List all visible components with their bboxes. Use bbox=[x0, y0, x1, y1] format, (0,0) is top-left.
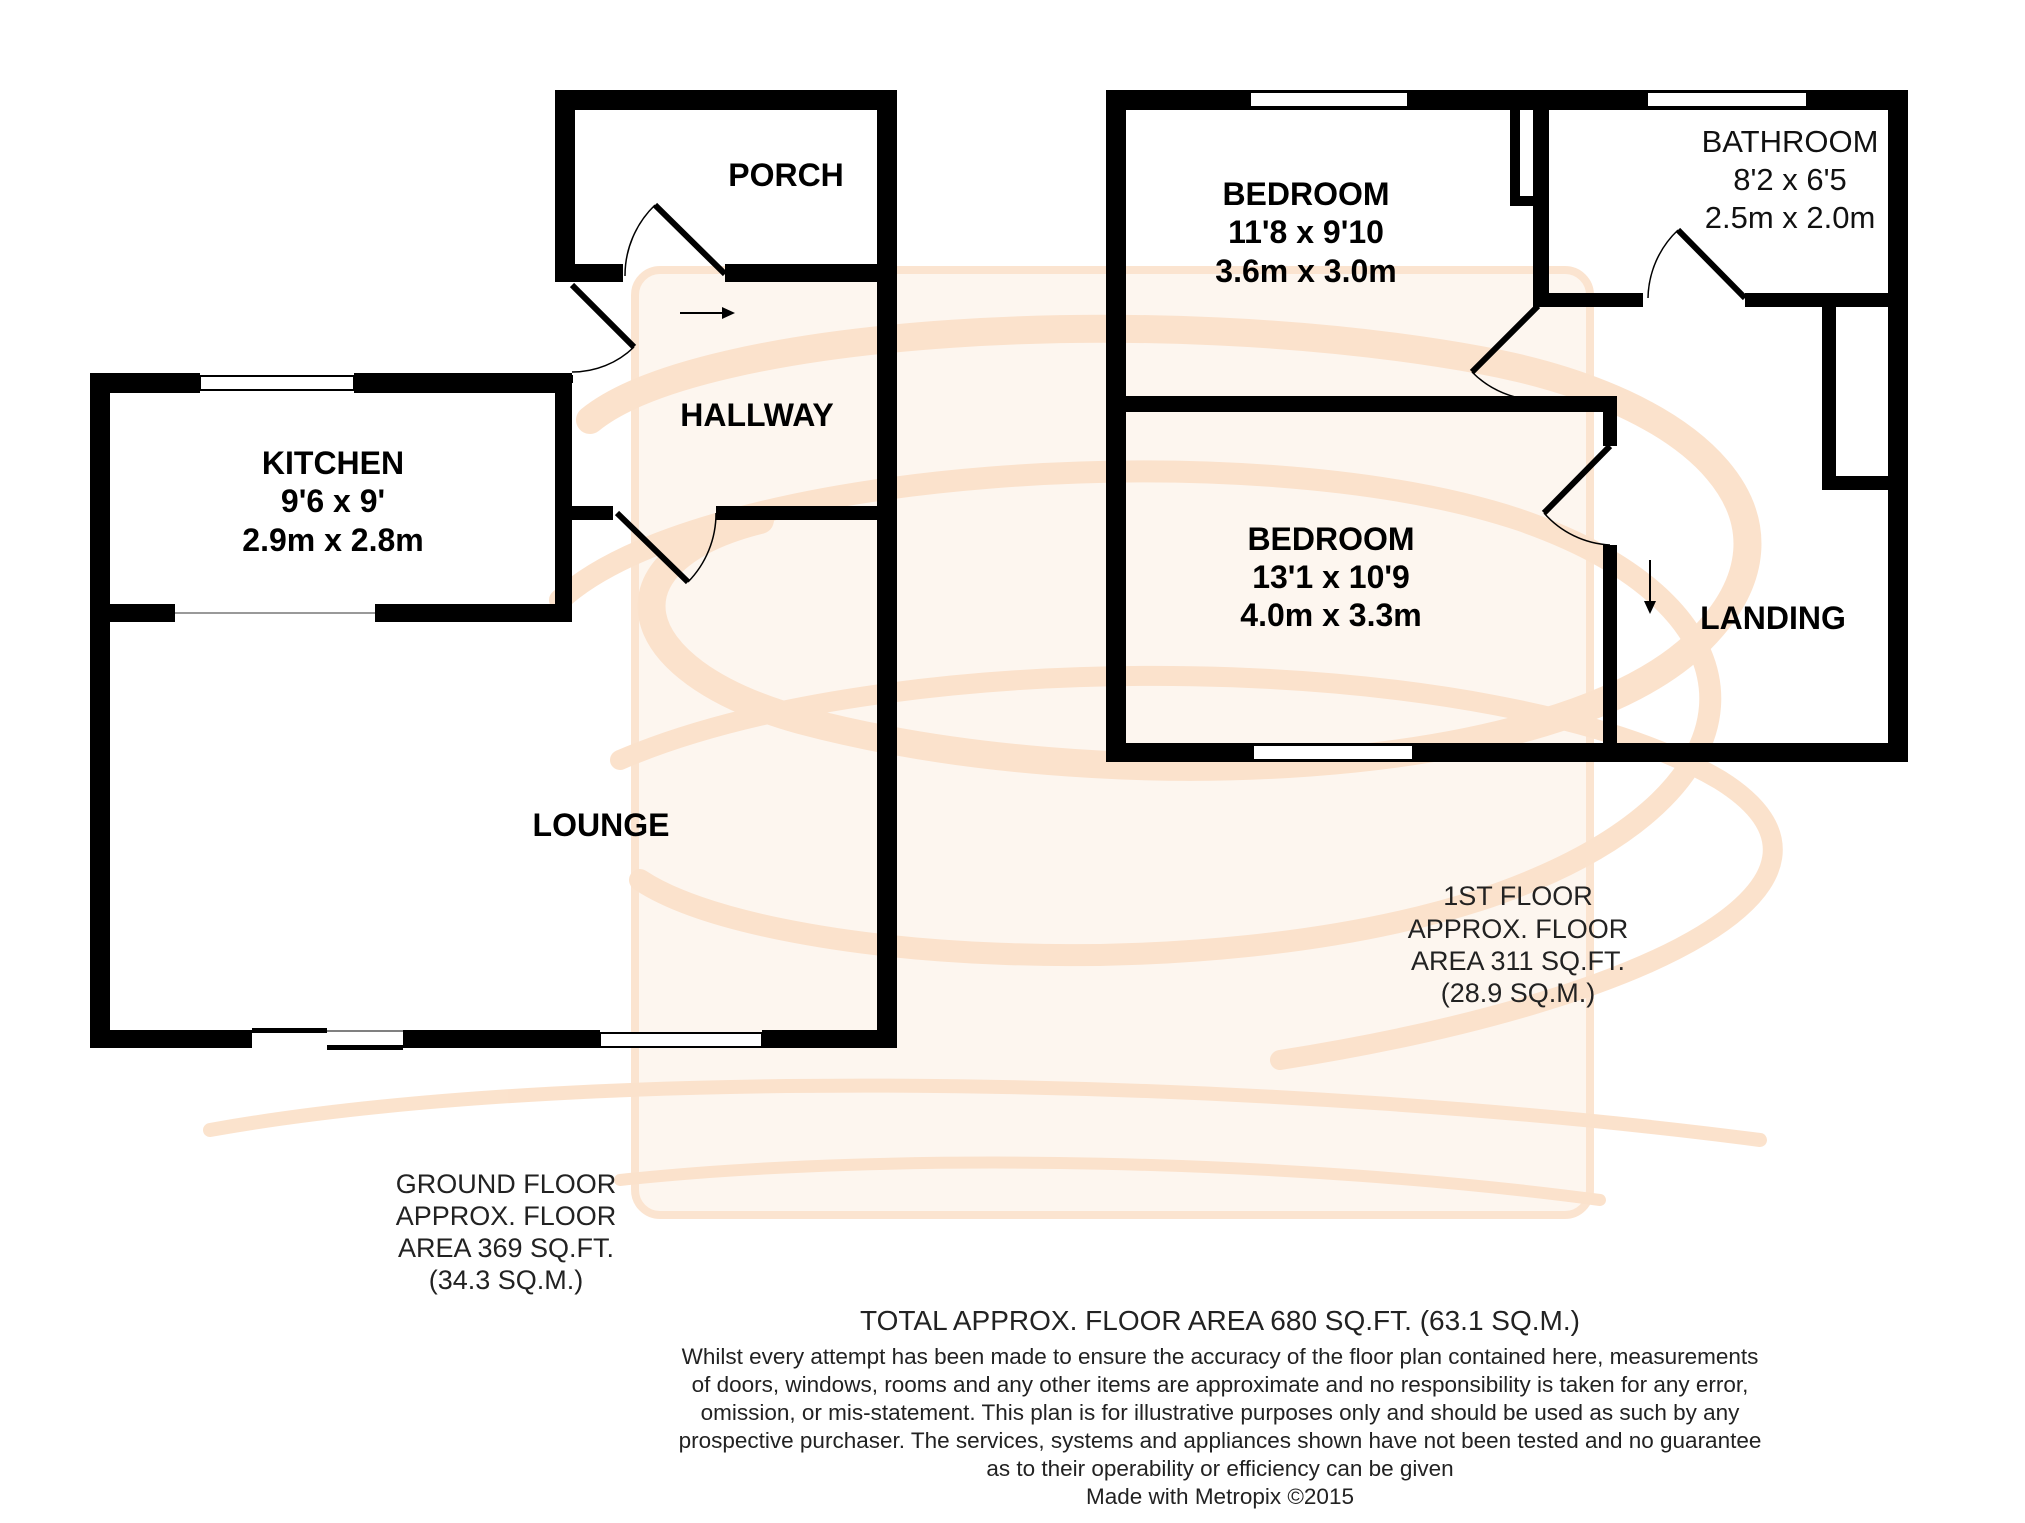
ff-cupboard-bottom bbox=[1822, 476, 1902, 490]
kitchen-wall-top-right bbox=[354, 373, 572, 393]
room-dim-kitchen-imperial: 9'6 x 9' bbox=[280, 483, 386, 519]
first-floor-area-line2: APPROX. FLOOR bbox=[1407, 914, 1629, 944]
bathroom-door-leaf bbox=[1678, 230, 1745, 298]
bathroom-window bbox=[1647, 92, 1807, 107]
lounge-wall-bottom-right bbox=[762, 1030, 897, 1048]
room-label-bedroom1: BEDROOM bbox=[1222, 176, 1390, 212]
hallway-partition-left bbox=[555, 506, 613, 520]
front-door-swing bbox=[572, 347, 634, 372]
footer bbox=[610, 1305, 1830, 1511]
room-dim-bedroom1-imperial: 11'8 x 9'10 bbox=[1228, 214, 1384, 250]
hallway-kitchen-wall bbox=[555, 375, 572, 615]
room-label-porch: PORCH bbox=[728, 157, 844, 193]
room-dim-bedroom2-imperial: 13'1 x 10'9 bbox=[1252, 559, 1410, 595]
room-dim-bedroom1-metric: 3.6m x 3.0m bbox=[1215, 253, 1397, 289]
first-floor-area-line4: (28.9 SQ.M.) bbox=[1440, 978, 1596, 1008]
disclaimer-line: as to their operability or efficiency can be given bbox=[986, 1456, 1454, 1481]
kitchen-wall-bottom-left bbox=[90, 604, 175, 622]
disclaimer-line: Whilst every attempt has been made to ensure the accuracy of the floor plan contained here, measurements bbox=[681, 1344, 1759, 1369]
room-dim-kitchen-metric: 2.9m x 2.8m bbox=[242, 522, 424, 558]
total-floor-area: TOTAL APPROX. FLOOR AREA 680 SQ.FT. (63.1 SQ.M.) bbox=[860, 1305, 1580, 1336]
kitchen-wall-bottom-right bbox=[375, 604, 572, 622]
front-door-leaf bbox=[572, 285, 634, 347]
sliding-door bbox=[252, 1028, 403, 1050]
bedroom1-window bbox=[1250, 92, 1408, 107]
room-label-bedroom2: BEDROOM bbox=[1247, 521, 1415, 557]
room-dim-bathroom-metric: 2.5m x 2.0m bbox=[1704, 200, 1876, 235]
ground-floor-area-line2: APPROX. FLOOR bbox=[395, 1201, 617, 1231]
room-label-kitchen: KITCHEN bbox=[261, 445, 405, 481]
lounge-wall-bottom-mid bbox=[403, 1030, 600, 1048]
porch-wall-bottom-right bbox=[725, 264, 897, 282]
room-label-hallway: HALLWAY bbox=[680, 397, 834, 433]
ff-bedrooms-divider bbox=[1106, 396, 1617, 412]
disclaimer bbox=[610, 1343, 1830, 1511]
east-wall bbox=[877, 90, 897, 1048]
first-floor-area-line1: 1ST FLOOR bbox=[1443, 881, 1593, 911]
ff-wall-right bbox=[1888, 90, 1908, 762]
ff-bedroom2-wall-lower bbox=[1603, 545, 1617, 750]
disclaimer-line: of doors, windows, rooms and any other items are approximate and no responsibility is taken for any error, bbox=[691, 1372, 1749, 1397]
room-label-lounge: LOUNGE bbox=[532, 807, 670, 843]
bedroom2-window bbox=[1253, 745, 1413, 760]
room-dim-bathroom-imperial: 8'2 x 6'5 bbox=[1733, 162, 1847, 197]
first-floor-area-line3: AREA 311 SQ.FT. bbox=[1410, 946, 1626, 976]
lounge-window bbox=[600, 1033, 762, 1047]
west-wall bbox=[90, 373, 110, 1048]
room-dim-bedroom2-metric: 4.0m x 3.3m bbox=[1240, 597, 1422, 633]
ff-wall-bottom bbox=[1106, 743, 1908, 762]
room-label-bathroom: BATHROOM bbox=[1701, 124, 1879, 159]
ff-bathroom-bottom-left bbox=[1533, 293, 1643, 307]
hallway-partition-right bbox=[716, 506, 884, 520]
ff-bathroom-bottom-right bbox=[1745, 293, 1895, 307]
ff-bedroom1-side-wall bbox=[1533, 293, 1549, 305]
ground-floor-area-line4: (34.3 SQ.M.) bbox=[428, 1265, 584, 1295]
ground-floor-area-line3: AREA 369 SQ.FT. bbox=[397, 1233, 615, 1263]
porch-door-leaf bbox=[655, 205, 725, 274]
porch-wall-left bbox=[555, 90, 575, 275]
porch-wall-top bbox=[555, 90, 897, 110]
porch-door-swing bbox=[625, 205, 655, 276]
kitchen-window bbox=[200, 376, 354, 390]
room-label-landing: LANDING bbox=[1700, 600, 1846, 636]
credit-line: Made with Metropix ©2015 bbox=[1086, 1484, 1354, 1509]
porch-wall-bottom-left bbox=[555, 264, 623, 282]
ff-cupboard-wall bbox=[1510, 105, 1520, 205]
ff-wall-left bbox=[1106, 90, 1126, 762]
ff-cupboard-base bbox=[1510, 196, 1540, 206]
ground-floor-area-line1: GROUND FLOOR bbox=[395, 1169, 617, 1199]
disclaimer-line: omission, or mis-statement. This plan is for illustrative purposes only and should be used as such by any bbox=[700, 1400, 1740, 1425]
ff-bedroom2-wall-upper bbox=[1603, 396, 1617, 446]
bathroom-door-swing bbox=[1648, 230, 1678, 298]
disclaimer-line: prospective purchaser. The services, systems and appliances shown have not been tested and no guarantee bbox=[678, 1428, 1762, 1453]
lounge-wall-bottom-left bbox=[90, 1030, 252, 1048]
ff-cupboard-left bbox=[1822, 300, 1836, 490]
ground-floor-area-label bbox=[396, 1169, 617, 1295]
